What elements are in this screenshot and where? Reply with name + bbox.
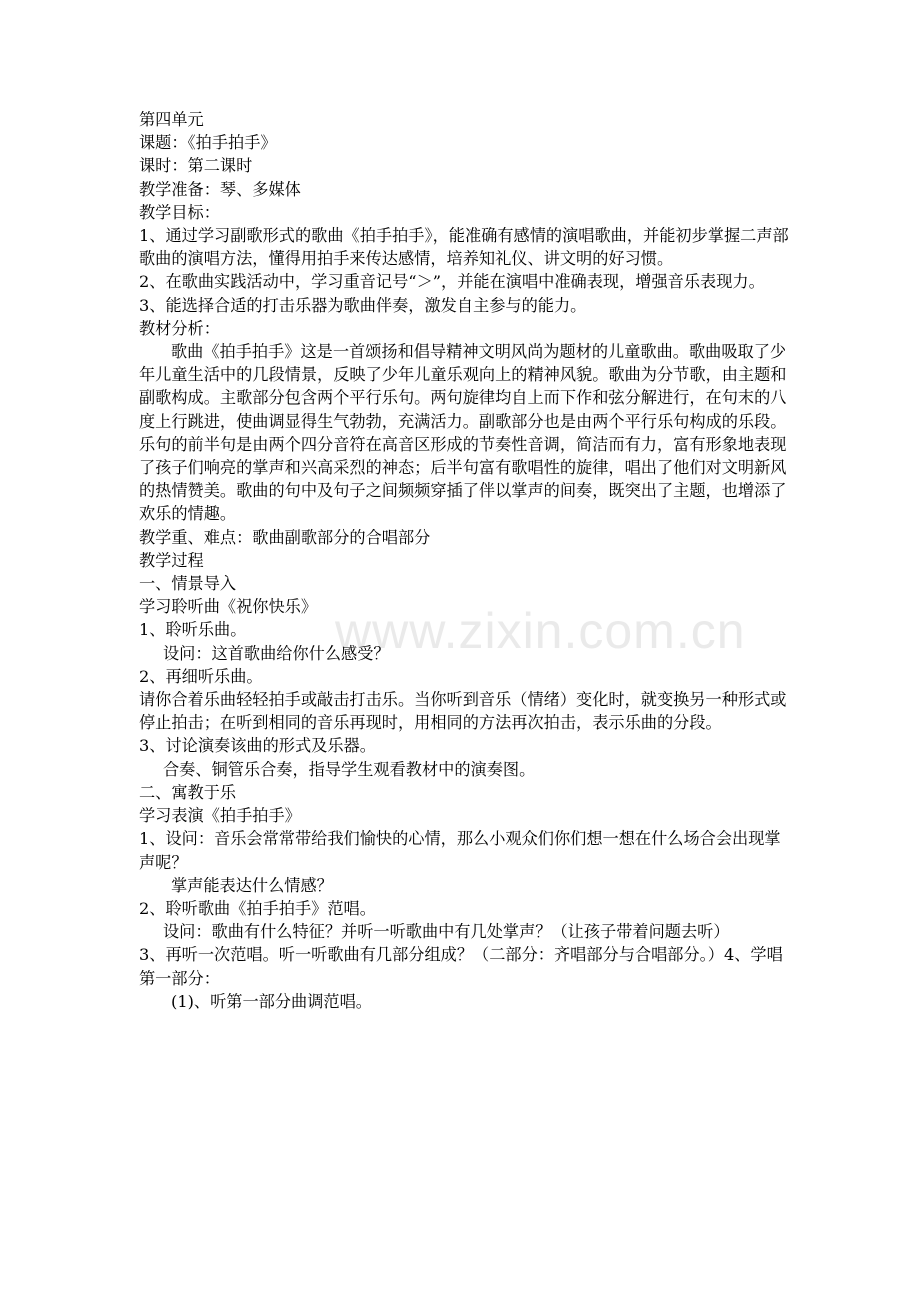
step-3-detail: 合奏、铜管乐合奏，指导学生观看教材中的演奏图。 xyxy=(163,759,536,779)
section-1-heading: 一、情景导入 xyxy=(139,574,237,594)
perf-substep-1: (1)、听第一部分曲调范唱。 xyxy=(171,991,372,1011)
analysis-heading: 教材分析： xyxy=(139,318,220,338)
lesson-title: 课题：《拍手拍手》 xyxy=(139,133,277,153)
perf-step-3-4: 3、再听一次范唱。听一听歌曲有几部分组成？（二部分：齐唱部分与合唱部分。）4、学唱第一部分： xyxy=(139,945,783,988)
watermark: www.zixin.com.cn xyxy=(335,603,746,659)
section-2-heading: 二、寓教于乐 xyxy=(139,782,237,802)
teaching-prep: 教学准备：琴、多媒体 xyxy=(139,179,301,199)
process-heading: 教学过程 xyxy=(139,550,204,570)
perf-step-1: 1、设问：音乐会常常带给我们愉快的心情，那么小观众们你们想一想在什么场合会出现掌声呢？ xyxy=(139,829,781,872)
document-body xyxy=(139,108,789,1013)
perf-step-2: 2、聆听歌曲《拍手拍手》范唱。 xyxy=(139,898,376,918)
objective-3: 3、能选择合适的打击乐器为歌曲伴奏，激发自主参与的能力。 xyxy=(139,295,587,315)
unit-heading: 第四单元 xyxy=(139,110,204,129)
perf-step-1-followup: 掌声能表达什么情感？ xyxy=(171,875,333,895)
objective-1: 1、通过学习副歌形式的歌曲《拍手拍手》，能准确有感情的演唱歌曲，并能初步掌握二声部歌曲的演唱方法，懂得用拍手来传达感情，培养知礼仪、讲文明的好习惯。 xyxy=(139,226,789,269)
analysis-paragraph: 歌曲《拍手拍手》这是一首颂扬和倡导精神文明风尚为题材的儿童歌曲。歌曲吸取了少年儿童生活中的几段情景，反映了少年儿童乐观向上的精神风貌。歌曲为分节歌，由主题和副歌构成。主歌部分包含两个平行乐句。两句旋律均自上而下作和弦分解进行，在句末的八度上行跳进，使曲调显得生气勃勃，充满活力。副歌部分也是由两个平行乐句构成的乐段。乐句的前半句是由两个四分音符在高音区形成的节奏性音调，简洁而有力，富有形象地表现了孩子们响亮的掌声和兴高采烈的神态；后半句富有歌唱性的旋律，唱出了他们对文明新风的热情赞美。歌曲的句中及句子之间频频穿插了伴以掌声的间奏，既突出了主题，也增添了欢乐的情趣。 xyxy=(139,342,787,524)
performance-piece: 学习表演《拍手拍手》 xyxy=(139,806,301,826)
perf-step-2-question: 设问：歌曲有什么特征？并听一听歌曲中有几处掌声？（让孩子带着问题去听） xyxy=(163,922,730,942)
step-1: 1、聆听乐曲。 xyxy=(139,620,247,640)
step-3: 3、讨论演奏该曲的形式及乐器。 xyxy=(139,736,376,756)
step-2-detail: 请你合着乐曲轻轻拍手或敲击打击乐。当你听到音乐（情绪）变化时，就变换另一种形式或停止拍击；在听到相同的音乐再现时，用相同的方法再次拍击，表示乐曲的分段。 xyxy=(139,690,787,733)
key-points: 教学重、难点：歌曲副歌部分的合唱部分 xyxy=(139,527,431,547)
lesson-period: 课时：第二课时 xyxy=(139,156,253,176)
objective-2: 2、在歌曲实践活动中，学习重音记号“＞”，并能在演唱中准确表现，增强音乐表现力。 xyxy=(139,272,765,292)
step-1-question: 设问：这首歌曲给你什么感受？ xyxy=(163,643,390,663)
listening-piece: 学习聆听曲《祝你快乐》 xyxy=(139,597,318,617)
step-2: 2、再细听乐曲。 xyxy=(139,666,263,686)
objectives-heading: 教学目标： xyxy=(139,202,220,222)
